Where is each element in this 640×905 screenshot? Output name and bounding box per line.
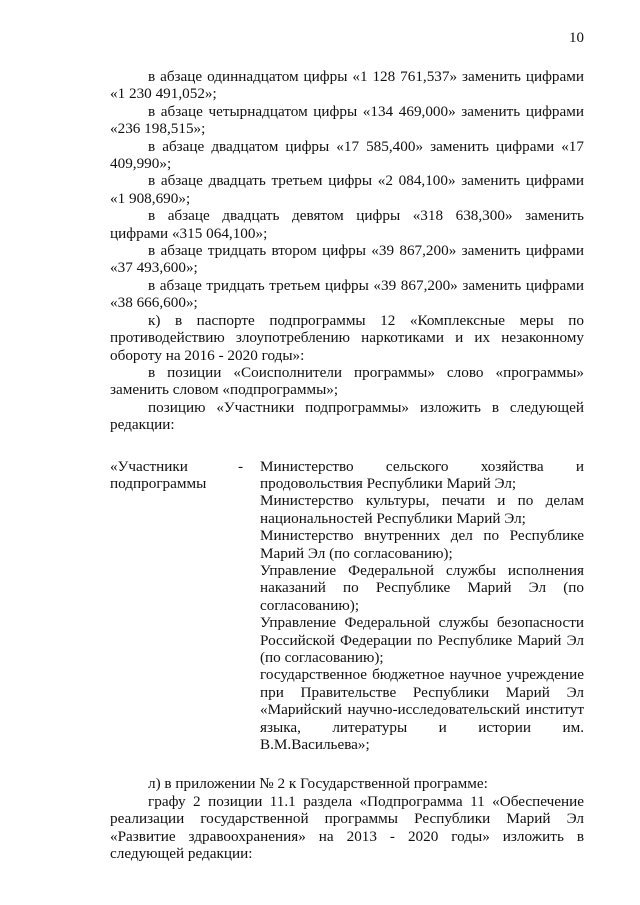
list-item: Министерство сельского хозяйства и продовольствия Республики Марий Эл; xyxy=(260,457,584,492)
document-body xyxy=(110,68,584,862)
paragraph: в абзаце тридцать третьем цифры «39 867,200» заменить цифрами «38 666,600»; xyxy=(110,276,584,312)
paragraph: графу 2 позиции 11.1 раздела «Подпрограмма 11 «Обеспечение реализации государственной программы Республики Марий Эл «Развитие здравоохранения» на 2013 - 2020 годы» изложить в следующей редакции: xyxy=(110,792,584,863)
list-item: Управление Федеральной службы исполнения наказаний по Республике Марий Эл (по согласованию); xyxy=(260,561,584,614)
table-items xyxy=(260,458,584,754)
paragraph: в абзаце двадцатом цифры «17 585,400» заменить цифрами «17 409,990»; xyxy=(110,137,584,173)
paragraph: в абзаце четырнадцатом цифры «134 469,000» заменить цифрами «236 198,515»; xyxy=(110,102,584,138)
paragraph: в абзаце двадцать девятом цифры «318 638,300» заменить цифрами «315 064,100»; xyxy=(110,207,584,242)
paragraph: в позиции «Соисполнители программы» слово «программы» заменить словом «подпрограммы»; xyxy=(110,363,584,399)
list-item: Управление Федеральной службы безопасности Российской Федерации по Республике Марий Эл (по согласованию); xyxy=(260,614,584,666)
list-item: государственное бюджетное научное учреждение при Правительстве Республики Марий Эл «Марийский научно-исследовательский институт языка, литературы и истории им. В.М.Васильева»; xyxy=(260,666,584,754)
paragraph: в абзаце одиннадцатом цифры «1 128 761,537» заменить цифрами «1 230 491,052»; xyxy=(110,68,584,103)
page-number: 10 xyxy=(569,30,584,46)
paragraph: к) в паспорте подпрограммы 12 «Комплексные меры по противодействию злоупотреблению наркотиками и их незаконному обороту на 2016 - 2020 годы»: xyxy=(110,311,584,364)
paragraph: позицию «Участники подпрограммы» изложить в следующей редакции: xyxy=(110,398,584,434)
list-item: Министерство внутренних дел по Республике Марий Эл (по согласованию); xyxy=(260,527,584,562)
spacer xyxy=(110,434,584,456)
list-item: Министерство культуры, печати и по делам национальностей Республики Марий Эл; xyxy=(260,492,584,527)
spacer xyxy=(110,753,584,775)
table-label: «Участники подпрограммы xyxy=(110,457,207,492)
table-dash: - xyxy=(238,457,244,475)
paragraph: в абзаце двадцать третьем цифры «2 084,100» заменить цифрами «1 908,690»; xyxy=(110,172,584,207)
paragraph: в абзаце тридцать втором цифры «39 867,200» заменить цифрами «37 493,600»; xyxy=(110,242,584,277)
participants-table xyxy=(110,458,584,754)
paragraph: л) в приложении № 2 к Государственной программе: xyxy=(148,775,488,793)
